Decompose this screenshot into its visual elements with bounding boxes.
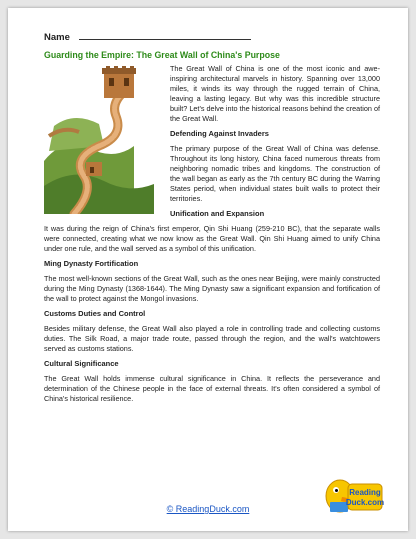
section-heading: Customs Duties and Control xyxy=(44,309,146,318)
section-body: It was during the reign of China's first emperor, Qin Shi Huang (259-210 BC), that the separate walls were connected, creating what we now know as the Great Wall. Qin Shi Huang aimed to unify China under one rule, and the wall served as a symbol of this unification. xyxy=(44,224,380,253)
name-field-row xyxy=(44,30,380,46)
section-heading: Unification and Expansion xyxy=(170,209,265,218)
section-body: The most well-known sections of the Great Wall, such as the ones near Beijing, were mainly constructed during the Ming Dynasty (1368-1644). The Ming Dynasty saw a significant expansion and fortification of the wall to protect against the Mongol invasions. xyxy=(44,274,380,303)
section-body: The primary purpose of the Great Wall of China was defense. Throughout its long history, China faced numerous threats from neighboring nomadic tribes and kingdoms. The construction of the wall began as early as the 7th century BC during the Warring States period, when individual states built walls to protect their territories. xyxy=(170,144,380,203)
section-body: Besides military defense, the Great Wall also played a role in controlling trade and collecting customs duties. The Silk Road, a major trade route, passed through the region, and the wall's watchtowers served as customs stations. xyxy=(44,324,380,353)
logo-text-line2: Duck.com xyxy=(345,498,384,507)
worksheet-content xyxy=(44,30,380,409)
name-label: Name xyxy=(44,32,70,43)
reading-duck-logo xyxy=(320,464,384,524)
section-heading: Defending Against Invaders xyxy=(170,129,269,138)
great-wall-illustration xyxy=(44,66,164,214)
section-heading: Cultural Significance xyxy=(44,359,119,368)
section-heading: Ming Dynasty Fortification xyxy=(44,259,139,268)
logo-text-line1: Reading xyxy=(349,488,381,497)
section-body: The Great Wall holds immense cultural significance in China. It reflects the perseverance and determination of the Chinese people in the face of external threats. It's often considered a symbol of China's historical resilience. xyxy=(44,374,380,403)
footer-link[interactable]: © ReadingDuck.com xyxy=(166,504,250,514)
intro-paragraph: The Great Wall of China is one of the most iconic and awe-inspiring architectural marvels in history. Spanning over 13,000 miles, it winds its way through the rugged terrain of China, leaving a lasting legacy. But why was this incredible structure built? Let's delve into the historical reasons behind the creation of the Great Wall. xyxy=(170,64,380,123)
worksheet-page xyxy=(8,8,408,531)
worksheet-title: Guarding the Empire: The Great Wall of China's Purpose xyxy=(44,50,280,60)
name-blank-line[interactable] xyxy=(79,30,251,40)
